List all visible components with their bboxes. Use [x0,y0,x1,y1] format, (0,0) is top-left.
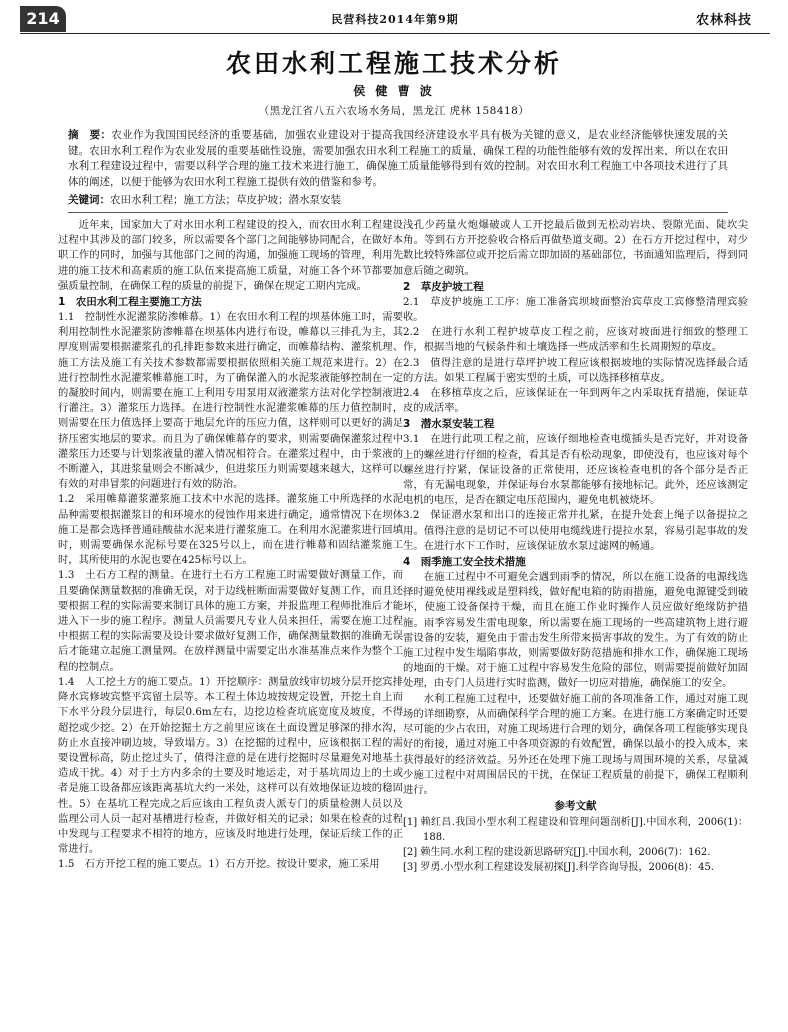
paragraph: 1.4 人工挖土方的施工要点。1）开挖顺序：测量放线审切坡分层开挖宾排降水宾修坡宾整平宾留土层等。本工程土体边坡按规定设置，开挖土自上而下水平分段分层进行，每层0.6m左右，边挖边检查坑底宽度及坡度，不得超挖或少挖。2）在开始挖掘土方之前里应该在土面设置足够深的排水沟，防止水直接冲刷边坡，导致塌方。3）在挖掘的过程中，应该根据工程的需要设置标高，防止挖过头了，值得注意的是在进行挖掘时尽量避免对地基土造成干扰。4）对于土方内多余的土要及时地运走，对于基坑周边上的土或者是施工设备都应该距离基坑大约一米处，这样可以有效地保证边坡的稳固性。5）在基坑工程完成之后应该由工程负责人派专门的质量检测人员以及监理公司人员一起对基槽进行检查，并做好相关的记录；如果在检查的过程中发现与工程要求不相符的地方，应该及时地进行处理，保证后续工作的正常进行。 [58,675,403,856]
keywords [68,192,728,207]
article-title: 农田水利工程施工技术分析 [225,49,562,78]
section-heading: 1 农田水利工程主要施工方法 [58,296,202,309]
section-name: 农林科技 [695,13,752,28]
running-header [20,6,770,34]
page-number: 214 [20,6,66,32]
reference-item: [2] 赖生同.水利工程的建设新思路研究[J].中国水利，2006(7)：162. [403,847,711,859]
reference-item: [1] 赖红昌.我国小型水利工程建设和管理问题剖析[J].中国水利，2006(1)：188. [403,817,748,844]
keywords-label: 关键词： [68,194,110,206]
reference-item: [3] 罗勇.小型水利工程建设发展初探[J].科学咨询导报，2006(8)：45. [403,862,715,874]
paragraph: 2.2 在进行水利工程护坡草皮工程之前，应该对坡面进行细致的整理工作，根据当地的气候条件和土壤选择一些成活率和生长周期短的草皮。 [403,326,748,354]
section-heading: 2 草皮护坡工程 [403,280,484,293]
paragraph: 浅孔少药量火炮爆破或人工开挖最后做到无松动岩块、裂隙光面、陡坎尖角。等到石方开挖验收合格后再做垫道支砌。2）在石方开挖过程中，对少数比较特殊部位或开挖后需立即加固的基础部位，书面通知监理后，得到同意后随之砌筑。 [403,219,748,277]
journal-name: 民营科技2014年第9期 [331,13,459,26]
paragraph: 2.3 值得注意的是进行草坪护坡工程应该根据坡地的实际情况选择最合适的方法。如果工程属于密实型的土质，可以选择移植草皮。 [403,356,748,384]
abstract-label: 摘 要： [68,129,112,141]
section-heading: 3 潜水泵安装工程 [403,418,495,431]
affiliation: （黑龙江省八五六农场水务局，黑龙江 虎林 158418） [258,105,530,117]
section-heading: 4 雨季施工安全技术措施 [403,556,526,569]
keywords-text: 农田水利工程；施工方法；草皮护坡；潜水泵安装 [110,194,341,206]
paragraph: 1.5 石方开挖工程的施工要点。1）石方开挖。按设计要求，施工采用 [58,858,380,871]
paragraph: 1.3 土石方工程的测量。在进行土石方工程施工时需要做好测量工作，而且要确保测量数据的准确无误，对于边线桩断面需要做好复测工作，而且还要根据工程的实际需要来制订具体的施工方案，并报监理工程师批准后才能进入下一步的施工程序。测量人员需要凡专业人员来担任，需要在施工过程中根据工程的实际需要及设计要求做好复测工作，确保测量数据的准确无误后才能建立起施工测量网。在放样测量中需要定出水准基准点来作为整个工程的控制点。 [58,569,403,673]
paragraph: 1.2 采用帷幕灌浆灌浆施工技术中水泥的选择。灌浆施工中所选择的水泥品种需要根据灌浆目的和环境水的侵蚀作用来进行确定，通常情况下在坝体施工是都会选择普通硅酸盐水泥来进行灌浆施工。在利用水泥灌浆进行回填时，则需要确保水泥标号要在325号以上，而在进行帷幕和固结灌浆施工时，其所使用的水泥也要在425标号以上。 [58,493,403,567]
paragraph: 3.2 保证潜水泵和出口的连接正常并扎紧，在提升处套上绳子以备提拉之用。值得注意的是切记不可以使用电缆线进行提拉水泵，容易引起事故的发生。在进行水下工作时，应该保证放水泵过滤网的畅通。 [403,509,748,552]
references-heading: 参考文献 [554,800,597,813]
left-column [58,218,403,1024]
abstract-text: 农业作为我国国民经济的重要基础，加强农业建设对于提高我国经济建设水平具有极为关键的意义，是农业经济能够快速发展的关键。农田水利工程作为农业发展的重要基础性设施，需要加强农田水利工程施工的质量，确保工程的功能性能够有效的发挥出来，所以在农田水利工程建设过程中，需要以科学合理的施工技术来进行施工，确保施工质量能够得到有效的控制。对农田水利工程施工中各项技术进行了具体的阐述，以便于能够为农田水利工程施工提供有效的借鉴和参考。 [68,129,729,188]
paragraph: 2.4 在移植草皮之后，应该保证在一年到两年之内采取抚育措施，保证草皮的成活率。 [403,387,748,415]
paragraph: 3.1 在进行此项工程之前，应该仔细地检查电缆插头是否完好，并对设备上的螺丝进行仔细的检查，看其是否有松动现象，即使没有，也应该对每个螺丝进行拧紧，保证设备的正常使用，还应该检查电机的各个部分是否正常，有无漏电现象，并保证每台水泵都能够有接地标记。此外，还应该测定电机的电压，是否在额定电压范围内，避免电机被烧坏。 [403,433,748,507]
paragraph: 水利工程施工过程中，还要做好施工前的各项准备工作，通过对施工现场的详细勘察，从而确保科学合理的施工方案。在进行施工方案确定时还要尽可能的少占农田，对施工现场进行合理的划分，确保各项工程能够实现良好的衔接，通过对施工中各项资源的有效配置，确保以最小的投入成本，来获得最好的经济效益。另外还在处理下施工现场与周围环境的关系，尽量减少施工过程中对周围居民的干扰，在保证工程质量的前提下，确保工程顺利进行。 [403,692,748,796]
paragraph: 2.1 草皮护坡施工工序：施工准备宾坝坡面整治宾草皮工宾修整清理宾验收。 [403,295,748,324]
paragraph: 1.1 控制性水泥灌浆防渗帷幕。1）在农田水利工程的坝基体施工时，需要利用控制性水泥灌浆防渗帷幕在坝基体内进行布设，帷幕以三排孔为主，其厚度则需要根据灌浆孔的孔排距参数来进行确定，而帷幕结构、灌浆机理、施工方法及施工有关技术参数都需要根据依照相关施工规范来进行。2）在进行控制性水泥灌浆帷幕施工时，为了确保灌入的水泥浆液能够控制在一定的凝胶时间内，则需要在施工上利用专用泵用双液灌浆方法对化学控制液进行灌注。3）灌浆压力选择。在进行控制性水泥灌浆帷幕的压力值控制时，则需要在压力值选择上要高于地层允许的压应力值，这样则可以更好的满足挤压密实地层的要求。而且为了确保帷幕存的要求，则需要确保灌浆过程中灌浆压力还要与计划浆液量的灌入情况相符合。在灌浆过程中，由于浆液的不断灌入，其进浆量则会不断减少，但进浆压力则需要越来越大，这样可以有效的对串冒浆的问题进行有效的防治。 [58,311,403,491]
author-line: 侯 健 曹 波 [353,84,435,98]
right-column [403,218,748,1024]
paragraph: 在施工过程中不可避免会遇到雨季的情况，所以在施工设备的电源线选择时避免使用裸线或是塑料线，做好配电箱的防雨措施，避免电源键受到破坏，使施工设备保持干燥，而且在施工作业时操作人员应做好绝缘防护措施。雨季容易发生雷电现象，所以需要在施工现场的一些高建筑物上进行避雷设备的安装，避免由于雷击发生所带来损害事故的发生。为了有效的防止施工过程中发生塌陷事故，则需要做好防范措施和排水工作，确保施工现场的地面的干燥。对于施工过程中容易发生危险的部位，则需要提前做好加固处理，由专门人员进行实时监测，做好一切应对措施，确保施工的安全。 [403,571,748,690]
abstract [68,128,728,190]
paragraph: 近年来，国家加大了对水田水利工程建设的投入，而农田水利工程建设过程中其涉及的部门较多，所以需要各个部门之间能够协同配合，在做好本职工作的同时，加强与其他部门之间的沟通，加强施工现场的管理，利用先进的施工技术和高素质的施工队伍来提高施工质量，对施工各个环节都要加强质量控制，在确保工程的质量的前提下，确保在规定工期内完成。 [58,219,403,292]
abstract-divider [68,212,728,213]
